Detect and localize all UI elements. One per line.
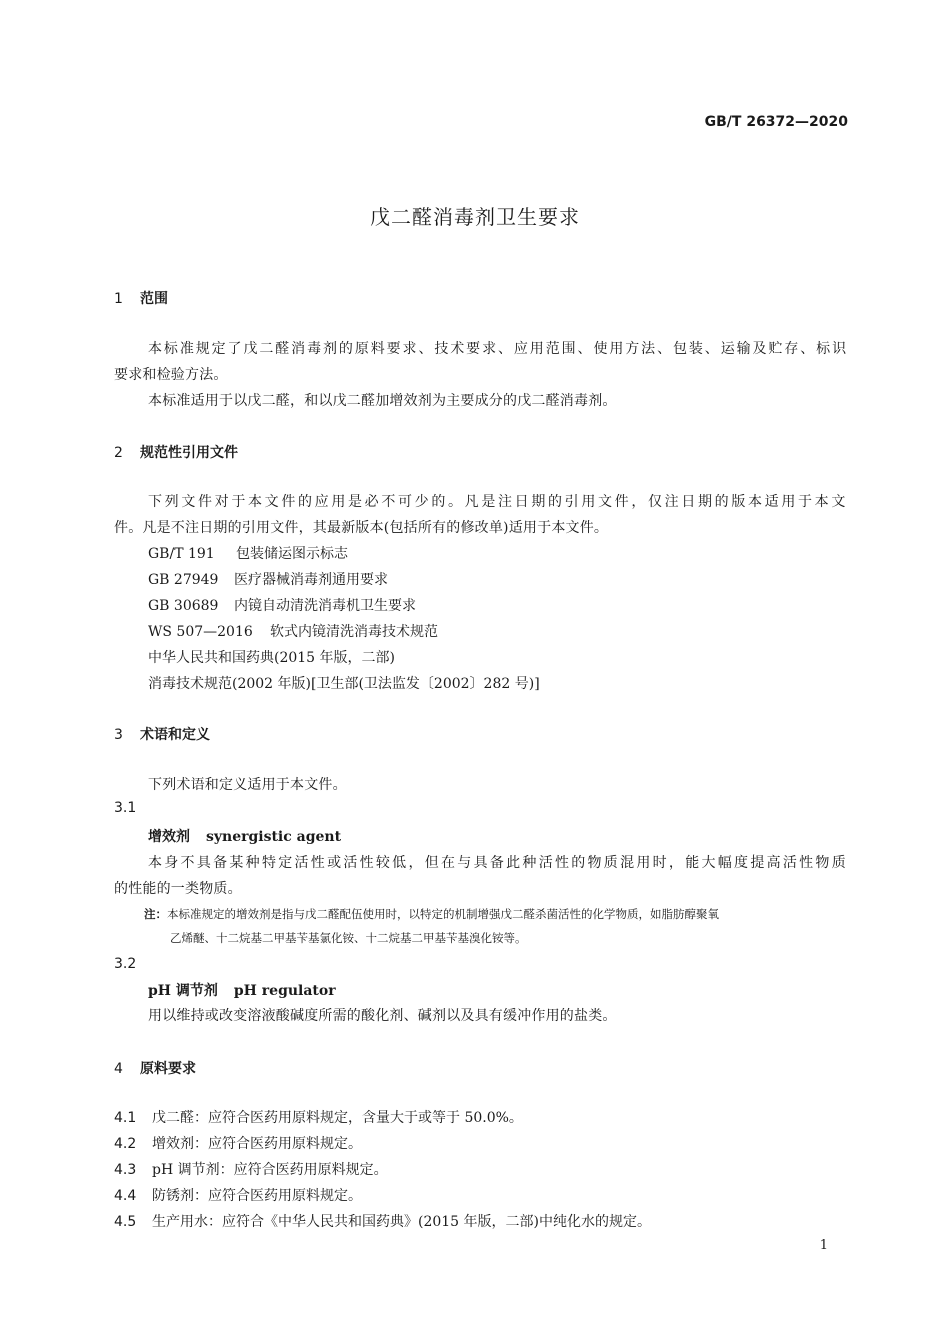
definition-line: 的性能的一类物质。 (114, 881, 242, 897)
document-title: 戊二醛消毒剂卫生要求 (370, 205, 580, 229)
page-number: 1 (819, 1238, 828, 1253)
requirement-number: 4.2 (114, 1136, 137, 1152)
reference-title: 软式内镜清洗消毒技术规范 (270, 624, 438, 640)
paragraph-line: 要求和检验方法。 (114, 367, 228, 383)
note-text: 本标准规定的增效剂是指与戊二醛配伍使用时，以特定的机制增强戊二醛杀菌活性的化学物质，如脂肪醇聚氧 (167, 907, 719, 921)
requirement-number: 4.3 (114, 1162, 137, 1178)
reference-item (148, 543, 348, 563)
requirement-text: 戊二醛：应符合医药用原料规定，含量大于或等于 50.0%。 (152, 1110, 523, 1126)
requirement-item (114, 1185, 362, 1205)
section-number: 4 (114, 1061, 123, 1077)
section-title: 原料要求 (140, 1061, 196, 1077)
requirement-item (114, 1159, 388, 1179)
reference-item (148, 595, 416, 615)
requirement-text: pH 调节剂：应符合医药用原料规定。 (152, 1162, 388, 1178)
standard-number: GB/T 26372—2020 (704, 114, 848, 130)
reference-item (148, 647, 395, 667)
reference-code: WS 507—2016 (148, 624, 253, 640)
note-continuation: 乙烯醚、十二烷基二甲基苄基氯化铵、十二烷基二甲基苄基溴化铵等。 (170, 931, 527, 945)
section-title: 范围 (140, 291, 168, 307)
reference-title: 中华人民共和国药典(2015 年版，二部) (148, 650, 396, 666)
reference-title: 内镜自动清洗消毒机卫生要求 (234, 598, 416, 614)
requirement-number: 4.5 (114, 1214, 137, 1230)
section-4-heading (114, 1058, 196, 1078)
requirement-number: 4.1 (114, 1110, 137, 1126)
paragraph-line: 下列文件对于本文件的应用是必不可少的。凡是注日期的引用文件，仅注日期的版本适用于本文 (148, 494, 848, 510)
term-english: synergistic agent (206, 829, 342, 845)
section-number: 1 (114, 291, 123, 307)
reference-title: 医疗器械消毒剂通用要求 (234, 572, 388, 588)
term-chinese: pH 调节剂 (148, 983, 218, 999)
paragraph-line: 下列术语和定义适用于本文件。 (148, 777, 347, 793)
note (144, 906, 719, 922)
requirement-number: 4.4 (114, 1188, 137, 1204)
requirement-item (114, 1133, 362, 1153)
term-heading (148, 826, 341, 846)
reference-code: GB 30689 (148, 598, 219, 614)
requirement-text: 生产用水：应符合《中华人民共和国药典》(2015 年版，二部)中纯化水的规定。 (152, 1214, 652, 1230)
term-number: 3.2 (114, 956, 137, 972)
reference-code: GB/T 191 (148, 546, 215, 562)
term-chinese: 增效剂 (148, 829, 190, 845)
section-number: 3 (114, 727, 123, 743)
reference-title: 消毒技术规范(2002 年版)[卫生部(卫法监发〔2002〕282 号)] (148, 676, 540, 692)
term-heading (148, 980, 336, 1000)
section-1-heading (114, 288, 168, 308)
term-english: pH regulator (233, 983, 336, 999)
reference-code: GB 27949 (148, 572, 219, 588)
term-number: 3.1 (114, 800, 137, 816)
requirement-item (114, 1211, 651, 1231)
requirement-text: 防锈剂：应符合医药用原料规定。 (152, 1188, 362, 1204)
paragraph-line: 本标准适用于以戊二醛，和以戊二醛加增效剂为主要成分的戊二醛消毒剂。 (148, 393, 617, 409)
section-title: 规范性引用文件 (140, 445, 238, 461)
note-label: 注： (144, 907, 167, 921)
paragraph-line: 本标准规定了戊二醛消毒剂的原料要求、技术要求、应用范围、使用方法、包装、运输及贮存、标识 (148, 341, 848, 357)
requirement-text: 增效剂：应符合医药用原料规定。 (152, 1136, 362, 1152)
definition-line: 本身不具备某种特定活性或活性较低，但在与具备此种活性的物质混用时，能大幅度提高活性物质 (148, 855, 848, 871)
section-title: 术语和定义 (140, 727, 210, 743)
reference-title: 包装储运图示标志 (236, 546, 348, 562)
definition-line: 用以维持或改变溶液酸碱度所需的酸化剂、碱剂以及具有缓冲作用的盐类。 (148, 1008, 617, 1024)
reference-item (148, 673, 540, 693)
reference-item (148, 569, 388, 589)
paragraph-line: 件。凡是不注日期的引用文件，其最新版本(包括所有的修改单)适用于本文件。 (114, 520, 609, 536)
section-number: 2 (114, 445, 123, 461)
section-3-heading (114, 724, 210, 744)
requirement-item (114, 1107, 523, 1127)
section-2-heading (114, 442, 238, 462)
reference-item (148, 621, 438, 641)
